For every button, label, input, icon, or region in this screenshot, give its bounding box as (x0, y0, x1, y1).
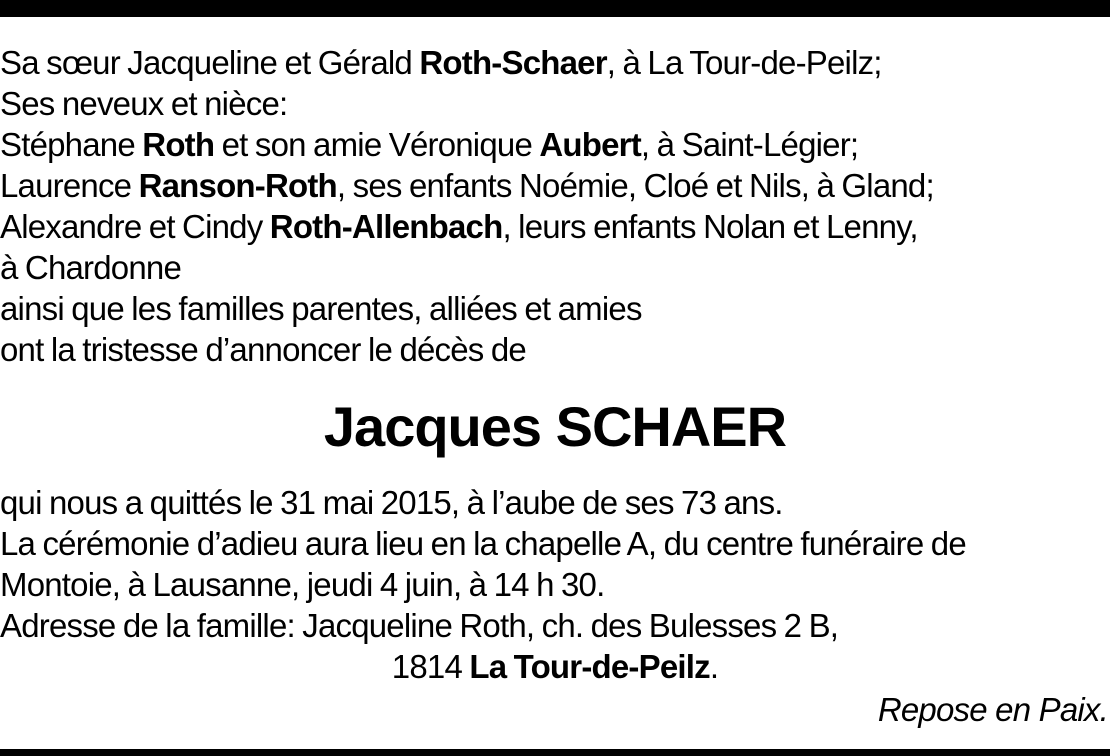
details-line-2: La cérémonie d’adieu aura lieu en la chapelle A, du centre funéraire de (0, 525, 966, 562)
announcement-line-5: Alexandre et Cindy Roth-Allenbach, leurs enfants Nolan et Lenny, (0, 208, 918, 245)
announcement-line-3: Stéphane Roth et son amie Véronique Aubert, à Saint-Légier; (0, 126, 859, 163)
announcement-line-1: Sa sœur Jacqueline et Gérald Roth-Schaer, à La Tour-de-Peilz; (0, 44, 882, 81)
bottom-border (0, 749, 1110, 756)
deceased-name: Jacques SCHAER (323, 395, 787, 458)
top-border (0, 0, 1110, 17)
closing-phrase: Repose en Paix. (877, 691, 1108, 728)
family-name-roth-allenbach: Roth-Allenbach (269, 208, 503, 245)
city-la-tour-de-peilz: La Tour-de-Peilz (469, 648, 710, 685)
announcement-line-8: ont la tristesse d’annoncer le décès de (0, 331, 526, 368)
announcement-line-7: ainsi que les familles parentes, alliées et amies (0, 290, 642, 327)
announcement-line-4: Laurence Ranson-Roth, ses enfants Noémie, Cloé et Nils, à Gland; (0, 167, 934, 204)
family-announcement (0, 42, 1110, 370)
family-name-roth-schaer: Roth-Schaer (419, 44, 607, 81)
funeral-details (0, 482, 1110, 687)
announcement-line-6: à Chardonne (0, 249, 182, 286)
details-line-1: qui nous a quittés le 31 mai 2015, à l’aube de ses 73 ans. (0, 484, 783, 521)
details-line-5: 1814 La Tour-de-Peilz. (391, 648, 719, 685)
family-name-roth: Roth (142, 126, 215, 163)
family-name-aubert: Aubert (539, 126, 641, 163)
details-line-4: Adresse de la famille: Jacqueline Roth, ch. des Bulesses 2 B, (0, 607, 839, 644)
details-line-3: Montoie, à Lausanne, jeudi 4 juin, à 14 h 30. (0, 566, 605, 603)
announcement-line-2: Ses neveux et nièce: (0, 85, 288, 122)
family-name-ranson-roth: Ranson-Roth (138, 167, 337, 204)
